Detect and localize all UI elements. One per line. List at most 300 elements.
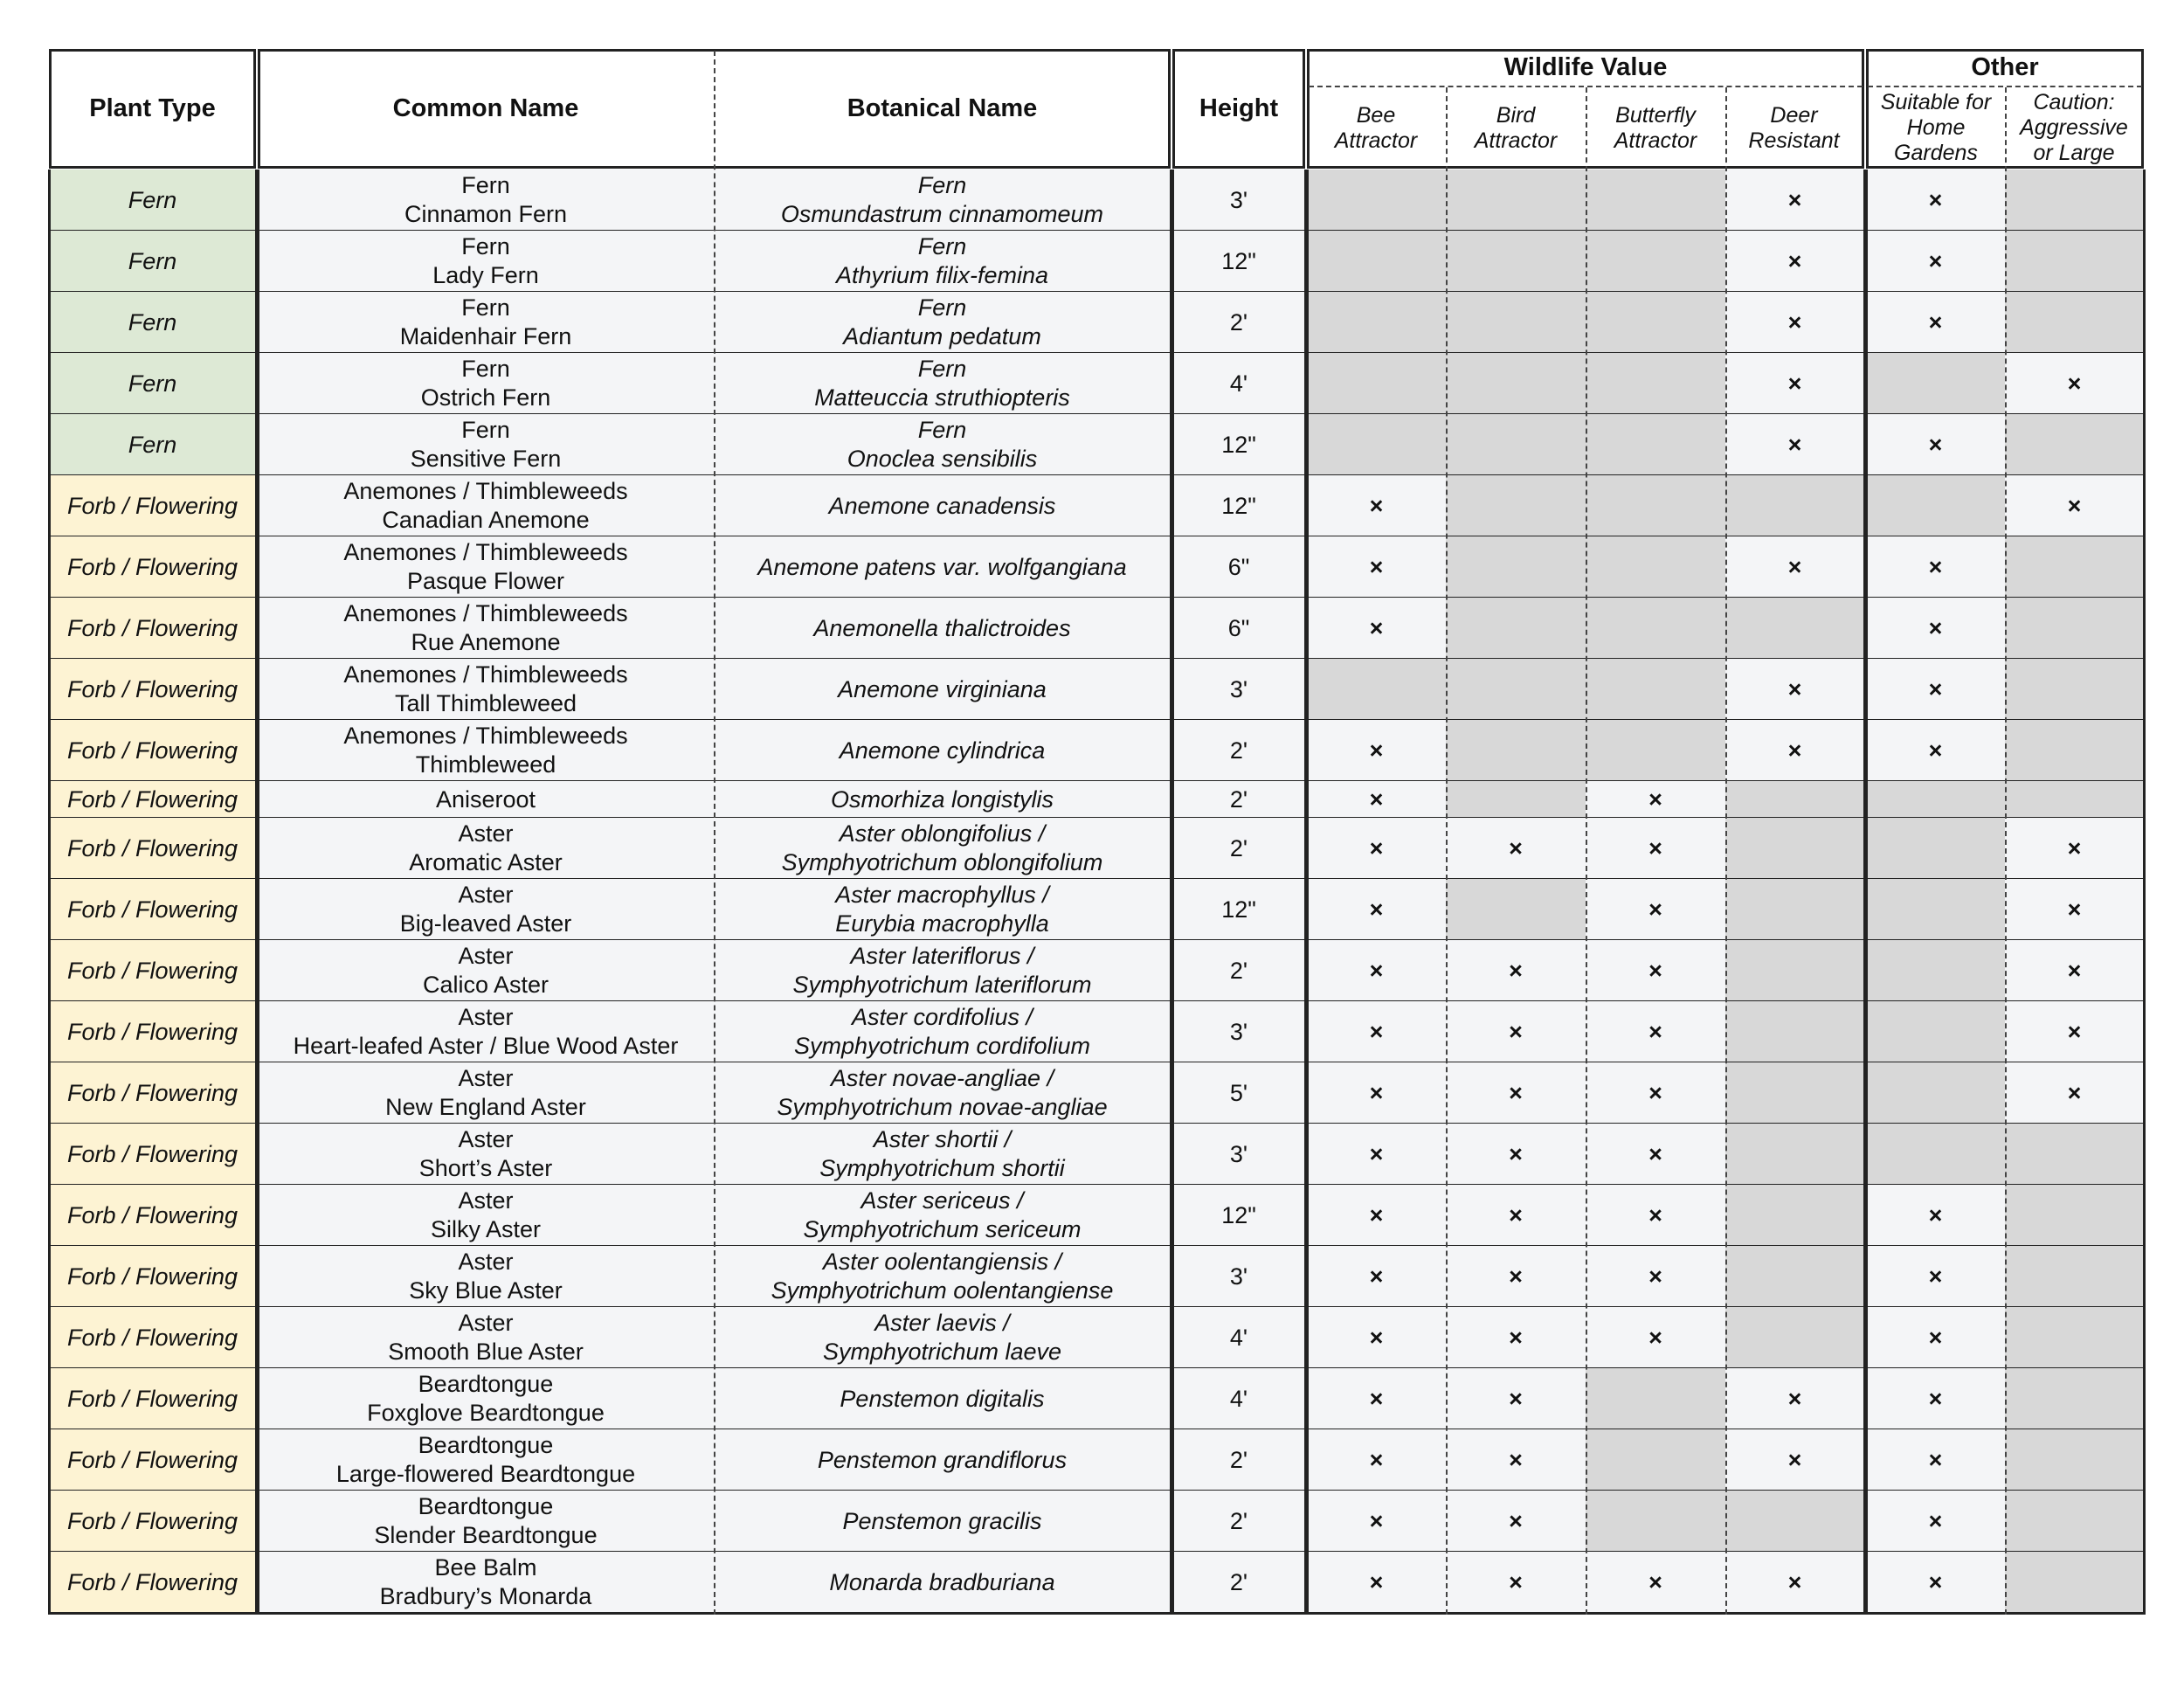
table-row [0, 1124, 2184, 1185]
table-row [0, 475, 2184, 536]
common-name-genus: Aster [458, 1065, 514, 1091]
bird-cell [1446, 414, 1586, 475]
common-name-genus: Anemones / Thimbleweeds [343, 539, 628, 565]
botanical-name-cell [714, 475, 1171, 536]
table-row [0, 879, 2184, 940]
check-mark-icon: × [1509, 1324, 1523, 1351]
bird-cell [1446, 818, 1586, 879]
bird-cell [1446, 659, 1586, 720]
check-mark-icon: × [1928, 1385, 1943, 1412]
header-wildlife-value: Wildlife Value [1503, 52, 1668, 81]
botanical-name-line: Anemone patens var. wolfgangiana [757, 553, 1127, 580]
column-border [1171, 169, 1174, 1615]
common-name-cell [258, 1185, 714, 1246]
caution-cell [2005, 1552, 2144, 1613]
caution-cell [2005, 353, 2144, 414]
table-row [0, 1368, 2184, 1429]
check-mark-icon: × [1648, 957, 1662, 984]
plant-type-cell: Fern [49, 169, 256, 231]
common-name-genus: Fern [461, 172, 510, 198]
height-cell: 12" [1172, 1185, 1305, 1246]
common-name-species: Sensitive Fern [410, 446, 562, 472]
caution-cell [2005, 475, 2144, 536]
common-name-species: Short’s Aster [418, 1155, 553, 1181]
bee-cell [1307, 1062, 1446, 1124]
suitable-cell [1866, 1001, 2005, 1062]
common-name-cell [258, 231, 714, 292]
bird-cell [1446, 720, 1586, 781]
table-row [0, 659, 2184, 720]
botanical-name-line: Aster macrophyllus / [835, 882, 1049, 908]
common-name-cell [258, 1001, 714, 1062]
check-mark-icon: × [1509, 834, 1523, 861]
plant-type-cell: Forb / Flowering [49, 781, 256, 818]
suitable-cell [1866, 1429, 2005, 1491]
check-mark-icon: × [1928, 553, 1943, 580]
deer-cell [1725, 1307, 1864, 1368]
check-mark-icon: × [1369, 1018, 1384, 1045]
butterfly-cell [1586, 818, 1725, 879]
check-mark-icon: × [1369, 1568, 1384, 1595]
check-mark-icon: × [2067, 1079, 2082, 1106]
caution-cell [2005, 940, 2144, 1001]
botanical-name-cell [714, 1552, 1171, 1613]
botanical-name-line: Aster laevis / [874, 1310, 1010, 1336]
deer-cell [1725, 818, 1864, 879]
suitable-cell [1866, 475, 2005, 536]
check-mark-icon: × [1509, 1385, 1523, 1412]
common-name-cell [258, 414, 714, 475]
common-name-genus: Anemones / Thimbleweeds [343, 661, 628, 688]
caution-cell [2005, 781, 2144, 818]
common-name-genus: Fern [461, 356, 510, 382]
header-other: Other [1971, 52, 2039, 81]
bird-cell [1446, 1307, 1586, 1368]
height-cell: 2' [1172, 818, 1305, 879]
deer-cell [1725, 659, 1864, 720]
row-divider [1172, 1612, 1305, 1615]
check-mark-icon: × [1509, 1140, 1523, 1167]
botanical-name-line: Matteuccia struthiopteris [814, 384, 1070, 411]
suitable-cell [1866, 1246, 2005, 1307]
bee-cell [1307, 1185, 1446, 1246]
caution-cell [2005, 659, 2144, 720]
caution-cell [2005, 536, 2144, 598]
botanical-name-cell [714, 1246, 1171, 1307]
common-name-species: Lady Fern [432, 262, 539, 288]
bird-cell [1446, 781, 1586, 818]
common-name-species: Slender Beardtongue [374, 1522, 598, 1548]
bee-cell [1307, 1552, 1446, 1613]
check-mark-icon: × [1369, 785, 1384, 813]
botanical-name-cell [714, 231, 1171, 292]
header-caution: Caution: Aggressive or Large [2020, 90, 2128, 165]
common-name-cell [258, 659, 714, 720]
check-mark-icon: × [1369, 834, 1384, 861]
plant-type-cell: Forb / Flowering [49, 1124, 256, 1185]
column-border [48, 169, 51, 1615]
common-name-species: Heart-leafed Aster / Blue Wood Aster [293, 1033, 679, 1059]
check-mark-icon: × [1787, 737, 1802, 764]
common-name-genus: Bee Balm [434, 1554, 537, 1581]
suitable-cell [1866, 818, 2005, 879]
plant-type-cell: Forb / Flowering [49, 940, 256, 1001]
botanical-name-cell [714, 169, 1171, 231]
plant-type-cell: Forb / Flowering [49, 1368, 256, 1429]
common-name-cell [258, 1062, 714, 1124]
bee-cell [1307, 536, 1446, 598]
common-name-genus: Beardtongue [418, 1493, 554, 1519]
check-mark-icon: × [1369, 1446, 1384, 1473]
row-divider [49, 1612, 256, 1615]
common-name-genus: Aster [458, 1187, 514, 1214]
common-name-genus: Aster [458, 882, 514, 908]
bird-cell [1446, 536, 1586, 598]
deer-cell [1725, 414, 1864, 475]
height-cell: 3' [1172, 1246, 1305, 1307]
deer-cell [1725, 169, 1864, 231]
bird-cell [1446, 231, 1586, 292]
common-name-cell [258, 1124, 714, 1185]
plant-type-cell: Forb / Flowering [49, 1307, 256, 1368]
check-mark-icon: × [1369, 1201, 1384, 1228]
botanical-name-line: Anemone canadensis [828, 492, 1056, 519]
suitable-cell [1866, 1307, 2005, 1368]
height-cell: 6" [1172, 536, 1305, 598]
botanical-name-cell [714, 1491, 1171, 1552]
common-name-cell [258, 536, 714, 598]
height-cell: 2' [1172, 1552, 1305, 1613]
bird-cell [1446, 879, 1586, 940]
table-row [0, 169, 2184, 231]
bird-cell [1446, 1124, 1586, 1185]
column-divider [1446, 87, 1448, 1615]
check-mark-icon: × [1648, 1079, 1662, 1106]
deer-cell [1725, 536, 1864, 598]
check-mark-icon: × [1509, 957, 1523, 984]
check-mark-icon: × [2067, 370, 2082, 397]
column-border [1865, 169, 1868, 1615]
butterfly-cell [1586, 475, 1725, 536]
check-mark-icon: × [1648, 1568, 1662, 1595]
height-cell: 3' [1172, 659, 1305, 720]
height-cell: 3' [1172, 169, 1305, 231]
deer-cell [1725, 1124, 1864, 1185]
botanical-name-line: Osmorhiza longistylis [830, 785, 1054, 813]
bird-cell [1446, 353, 1586, 414]
bee-cell [1307, 1001, 1446, 1062]
botanical-name-line: Athyrium filix-femina [835, 262, 1049, 288]
botanical-name-line: Fern [917, 417, 967, 443]
deer-cell [1725, 598, 1864, 659]
botanical-name-line: Osmundastrum cinnamomeum [780, 201, 1104, 227]
check-mark-icon: × [1369, 1079, 1384, 1106]
check-mark-icon: × [1787, 553, 1802, 580]
table-row [0, 818, 2184, 879]
check-mark-icon: × [1928, 431, 1943, 458]
botanical-name-line: Monarda bradburiana [829, 1568, 1055, 1595]
bee-cell [1307, 1491, 1446, 1552]
butterfly-cell [1586, 1124, 1725, 1185]
deer-cell [1725, 475, 1864, 536]
botanical-name-line: Aster shortii / [873, 1126, 1012, 1152]
plant-type-cell: Forb / Flowering [49, 1491, 256, 1552]
check-mark-icon: × [1369, 957, 1384, 984]
caution-cell [2005, 1246, 2144, 1307]
check-mark-icon: × [1648, 896, 1662, 923]
plant-type-cell: Fern [49, 231, 256, 292]
height-cell: 2' [1172, 720, 1305, 781]
botanical-name-cell [714, 781, 1171, 818]
common-name-species: Canadian Anemone [382, 507, 590, 533]
caution-cell [2005, 1001, 2144, 1062]
bird-cell [1446, 1062, 1586, 1124]
caution-cell [2005, 1185, 2144, 1246]
common-name-species: Aromatic Aster [409, 849, 563, 875]
column-divider [2005, 87, 2007, 1615]
check-mark-icon: × [1369, 1507, 1384, 1534]
botanical-name-cell [714, 414, 1171, 475]
bee-cell [1307, 1429, 1446, 1491]
header-butterfly-attractor: Butterfly Attractor [1614, 102, 1697, 153]
check-mark-icon: × [1928, 186, 1943, 213]
caution-cell [2005, 720, 2144, 781]
column-divider [1725, 87, 1727, 1615]
butterfly-cell [1586, 1552, 1725, 1613]
common-name-genus: Anemones / Thimbleweeds [343, 723, 628, 749]
table-row [0, 1185, 2184, 1246]
suitable-cell [1866, 940, 2005, 1001]
caution-cell [2005, 1307, 2144, 1368]
check-mark-icon: × [1928, 308, 1943, 336]
botanical-name-line: Aster lateriflorus / [850, 943, 1034, 969]
bee-cell [1307, 818, 1446, 879]
botanical-name-line: Symphyotrichum oblongifolium [781, 849, 1103, 875]
bee-cell [1307, 475, 1446, 536]
column-border [257, 169, 259, 1615]
bee-cell [1307, 1368, 1446, 1429]
botanical-name-line: Fern [917, 294, 967, 321]
header-height: Height [1199, 94, 1279, 122]
bee-cell [1307, 292, 1446, 353]
botanical-name-cell [714, 1185, 1171, 1246]
suitable-cell [1866, 1491, 2005, 1552]
suitable-cell [1866, 414, 2005, 475]
butterfly-cell [1586, 1062, 1725, 1124]
table-row [0, 940, 2184, 1001]
caution-cell [2005, 1062, 2144, 1124]
header-botanical-name: Botanical Name [847, 94, 1038, 122]
check-mark-icon: × [1648, 1140, 1662, 1167]
check-mark-icon: × [1787, 1385, 1802, 1412]
height-cell: 12" [1172, 231, 1305, 292]
suitable-cell [1866, 169, 2005, 231]
butterfly-cell [1586, 536, 1725, 598]
botanical-name-line: Aster novae-angliae / [830, 1065, 1054, 1091]
check-mark-icon: × [1509, 1568, 1523, 1595]
header-bee-attractor: Bee Attractor [1334, 102, 1418, 153]
height-cell: 3' [1172, 1001, 1305, 1062]
botanical-name-line: Symphyotrichum oolentangiense [771, 1277, 1114, 1304]
suitable-cell [1866, 536, 2005, 598]
plant-type-cell: Forb / Flowering [49, 1429, 256, 1491]
butterfly-cell [1586, 1185, 1725, 1246]
deer-cell [1725, 1062, 1864, 1124]
check-mark-icon: × [2067, 834, 2082, 861]
height-cell: 4' [1172, 1368, 1305, 1429]
bee-cell [1307, 879, 1446, 940]
botanical-name-cell [714, 1368, 1171, 1429]
butterfly-cell [1586, 940, 1725, 1001]
butterfly-cell [1586, 1491, 1725, 1552]
common-name-cell [258, 475, 714, 536]
check-mark-icon: × [1509, 1507, 1523, 1534]
bee-cell [1307, 659, 1446, 720]
check-mark-icon: × [1648, 1018, 1662, 1045]
check-mark-icon: × [1928, 1201, 1943, 1228]
botanical-name-cell [714, 1001, 1171, 1062]
botanical-name-line: Symphyotrichum cordifolium [793, 1033, 1091, 1059]
caution-cell [2005, 169, 2144, 231]
common-name-species: Cinnamon Fern [404, 201, 568, 227]
botanical-name-line: Anemone cylindrica [839, 737, 1046, 764]
check-mark-icon: × [1928, 737, 1943, 764]
check-mark-icon: × [1509, 1446, 1523, 1473]
header-bird-attractor: Bird Attractor [1474, 102, 1558, 153]
check-mark-icon: × [1787, 186, 1802, 213]
common-name-cell [258, 879, 714, 940]
suitable-cell [1866, 231, 2005, 292]
plant-type-cell: Forb / Flowering [49, 1552, 256, 1613]
common-name-genus: Aniseroot [435, 785, 536, 813]
check-mark-icon: × [1369, 614, 1384, 641]
common-name-species: Tall Thimbleweed [394, 690, 577, 716]
height-cell: 12" [1172, 475, 1305, 536]
check-mark-icon: × [1648, 1263, 1662, 1290]
bird-cell [1446, 1001, 1586, 1062]
botanical-name-line: Penstemon grandiflorus [817, 1446, 1068, 1473]
caution-cell [2005, 1368, 2144, 1429]
botanical-name-cell [714, 659, 1171, 720]
plant-type-cell: Forb / Flowering [49, 1001, 256, 1062]
butterfly-cell [1586, 353, 1725, 414]
height-cell: 2' [1172, 1429, 1305, 1491]
botanical-name-line: Symphyotrichum sericeum [803, 1216, 1082, 1242]
table-row [0, 292, 2184, 353]
header-deer-resistant: Deer Resistant [1748, 102, 1840, 153]
plant-type-cell: Forb / Flowering [49, 720, 256, 781]
butterfly-cell [1586, 1429, 1725, 1491]
botanical-name-line: Fern [917, 172, 967, 198]
common-name-species: Big-leaved Aster [399, 910, 572, 937]
butterfly-cell [1586, 598, 1725, 659]
butterfly-cell [1586, 1368, 1725, 1429]
deer-cell [1725, 1185, 1864, 1246]
common-name-cell [258, 1368, 714, 1429]
suitable-cell [1866, 659, 2005, 720]
deer-cell [1725, 720, 1864, 781]
botanical-name-line: Anemonella thalictroides [813, 614, 1071, 641]
check-mark-icon: × [1928, 1324, 1943, 1351]
plant-type-cell: Forb / Flowering [49, 1062, 256, 1124]
caution-cell [2005, 818, 2144, 879]
check-mark-icon: × [1787, 1446, 1802, 1473]
check-mark-icon: × [1509, 1018, 1523, 1045]
table-row [0, 1429, 2184, 1491]
suitable-cell [1866, 1368, 2005, 1429]
table-row [0, 720, 2184, 781]
table-row [0, 231, 2184, 292]
height-cell: 12" [1172, 414, 1305, 475]
suitable-cell [1866, 1185, 2005, 1246]
botanical-name-cell [714, 598, 1171, 659]
check-mark-icon: × [1928, 1507, 1943, 1534]
column-border [2143, 169, 2146, 1615]
common-name-species: Sky Blue Aster [409, 1277, 563, 1304]
plant-type-cell: Forb / Flowering [49, 1246, 256, 1307]
check-mark-icon: × [1648, 1324, 1662, 1351]
height-cell: 4' [1172, 1307, 1305, 1368]
caution-cell [2005, 231, 2144, 292]
bee-cell [1307, 231, 1446, 292]
common-name-species: Maidenhair Fern [399, 323, 572, 349]
height-cell: 2' [1172, 292, 1305, 353]
check-mark-icon: × [1787, 1568, 1802, 1595]
plant-type-cell: Forb / Flowering [49, 598, 256, 659]
bee-cell [1307, 1124, 1446, 1185]
botanical-name-cell [714, 818, 1171, 879]
check-mark-icon: × [1787, 370, 1802, 397]
caution-cell [2005, 292, 2144, 353]
plant-type-cell: Forb / Flowering [49, 879, 256, 940]
common-name-species: Bradbury’s Monarda [379, 1583, 592, 1609]
bird-cell [1446, 475, 1586, 536]
check-mark-icon: × [2067, 1018, 2082, 1045]
bee-cell [1307, 598, 1446, 659]
common-name-cell [258, 940, 714, 1001]
check-mark-icon: × [1509, 1201, 1523, 1228]
check-mark-icon: × [1369, 1263, 1384, 1290]
common-name-genus: Aster [458, 943, 514, 969]
check-mark-icon: × [2067, 957, 2082, 984]
common-name-genus: Beardtongue [418, 1432, 554, 1458]
suitable-cell [1866, 1062, 2005, 1124]
botanical-name-line: Symphyotrichum lateriflorum [792, 972, 1092, 998]
check-mark-icon: × [1787, 431, 1802, 458]
bird-cell [1446, 1491, 1586, 1552]
suitable-cell [1866, 292, 2005, 353]
bee-cell [1307, 940, 1446, 1001]
deer-cell [1725, 1368, 1864, 1429]
check-mark-icon: × [1509, 1079, 1523, 1106]
common-name-genus: Aster [458, 1310, 514, 1336]
table-row [0, 1307, 2184, 1368]
common-name-genus: Beardtongue [418, 1371, 554, 1397]
bird-cell [1446, 1368, 1586, 1429]
common-name-genus: Anemones / Thimbleweeds [343, 478, 628, 504]
check-mark-icon: × [1369, 1140, 1384, 1167]
butterfly-cell [1586, 1246, 1725, 1307]
height-cell: 12" [1172, 879, 1305, 940]
check-mark-icon: × [1787, 308, 1802, 336]
deer-cell [1725, 231, 1864, 292]
bee-cell [1307, 1307, 1446, 1368]
common-name-species: Smooth Blue Aster [388, 1339, 584, 1365]
common-name-species: Thimbleweed [415, 751, 556, 778]
bird-cell [1446, 1552, 1586, 1613]
botanical-name-cell [714, 353, 1171, 414]
botanical-name-cell [714, 940, 1171, 1001]
